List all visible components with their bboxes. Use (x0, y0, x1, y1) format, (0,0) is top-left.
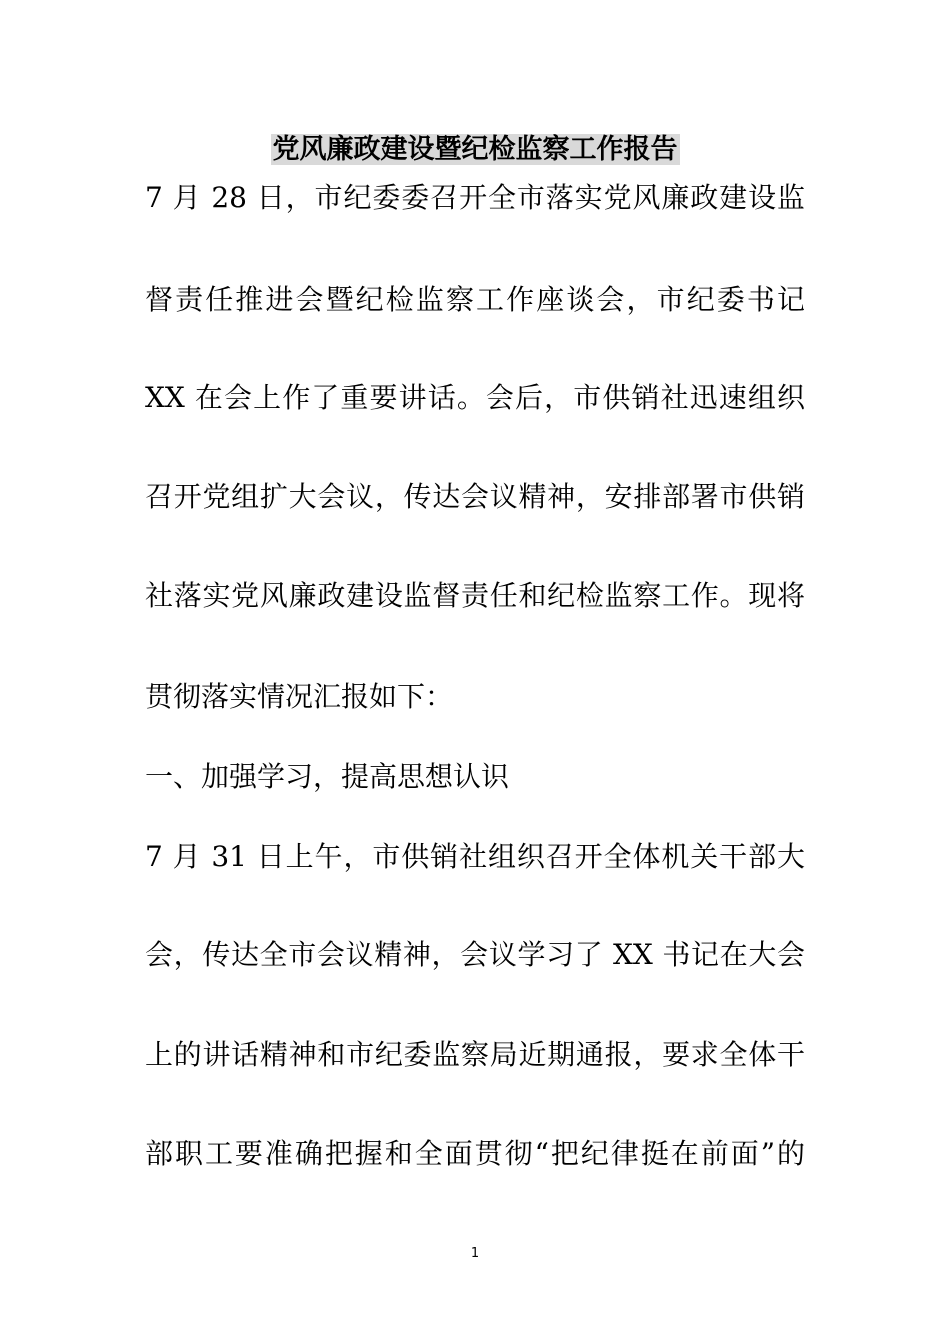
section-heading-1: 一、加强学习，提高思想认识 (145, 760, 510, 793)
paragraph-1-line-1: 7 月 28 日，市纪委委召开全市落实党风廉政建设监 (145, 181, 805, 214)
paragraph-1-line-5: 社落实党风廉政建设监督责任和纪检监察工作。现将 (145, 579, 805, 612)
paragraph-2-line-2: 会，传达全市会议精神，会议学习了 XX 书记在大会 (145, 938, 805, 971)
document-title (0, 130, 950, 170)
document-title-text: 党风廉政建设暨纪检监察工作报告 (272, 134, 678, 165)
paragraph-2-line-3: 上的讲话精神和市纪委监察局近期通报，要求全体干 (145, 1038, 805, 1071)
paragraph-1-line-2: 督责任推进会暨纪检监察工作座谈会，市纪委书记 (145, 283, 805, 316)
paragraph-2-line-1: 7 月 31 日上午，市供销社组织召开全体机关干部大 (145, 840, 805, 873)
paragraph-1-line-4: 召开党组扩大会议，传达会议精神，安排部署市供销 (145, 480, 805, 513)
paragraph-1-line-6: 贯彻落实情况汇报如下： (145, 680, 454, 713)
paragraph-2-line-4: 部职工要准确把握和全面贯彻“把纪律挺在前面”的 (145, 1137, 805, 1170)
page-number: 1 (470, 1246, 480, 1261)
paragraph-1-line-3: XX 在会上作了重要讲话。会后，市供销社迅速组织 (145, 381, 805, 414)
